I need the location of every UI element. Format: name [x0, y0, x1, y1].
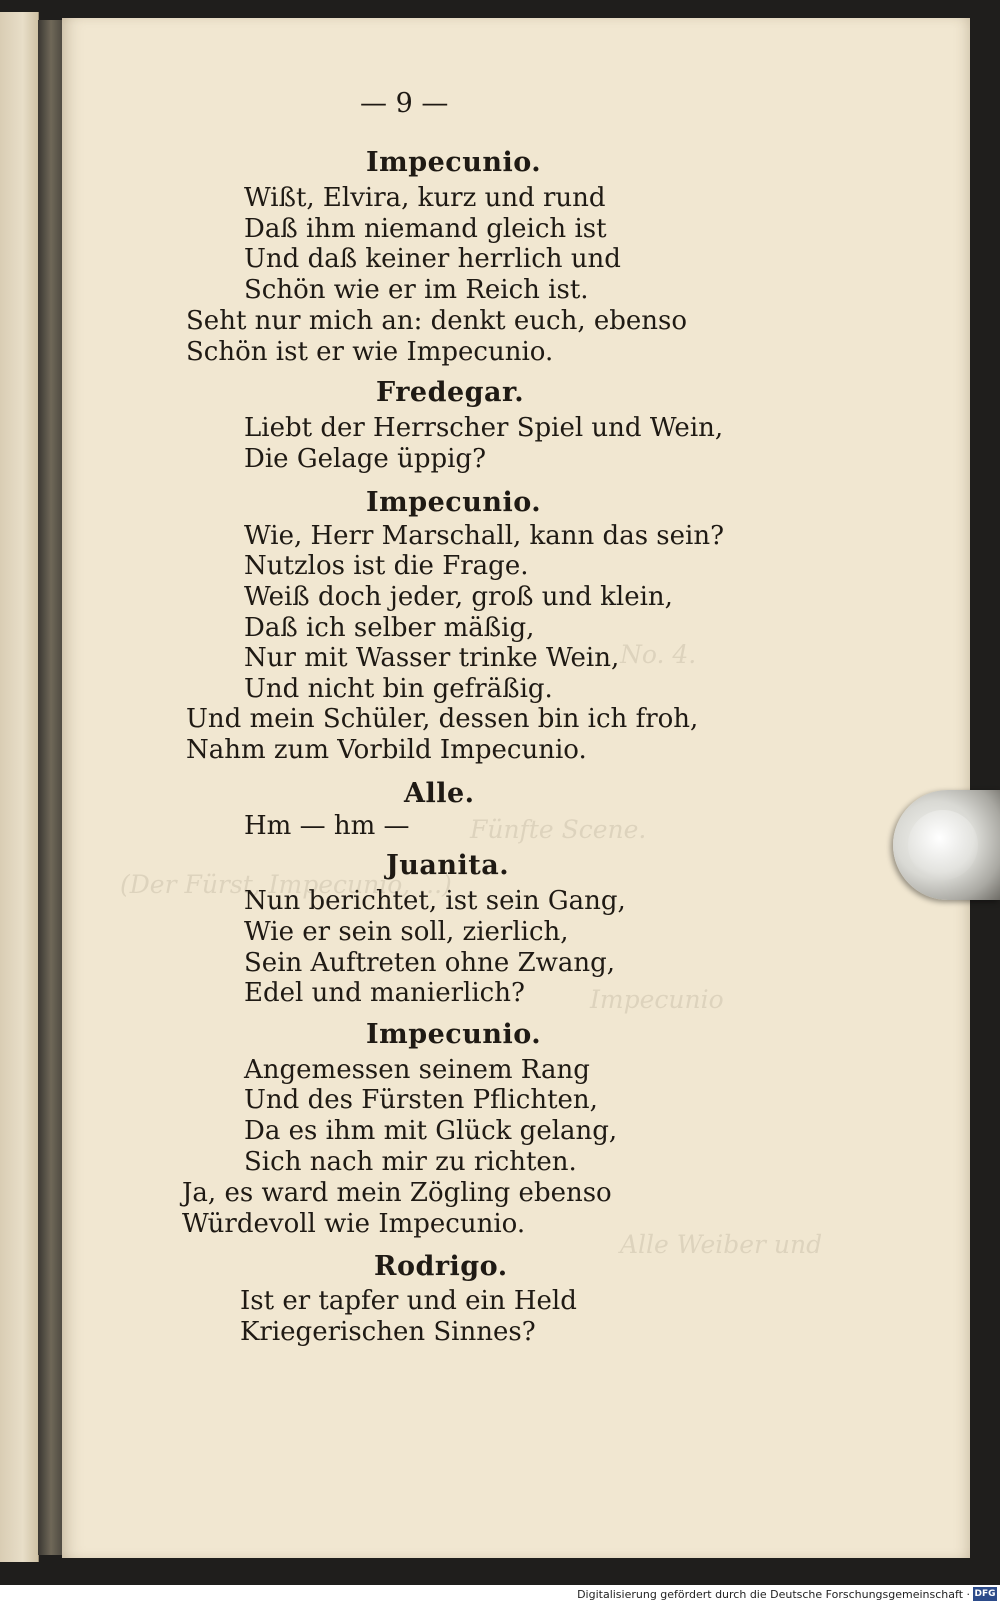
verse-line: Und des Fürsten Pflichten,: [244, 1085, 598, 1115]
verse-line: Wißt, Elvira, kurz und rund: [244, 183, 606, 213]
speaker-name: Fredegar.: [376, 377, 525, 408]
page-clip-highlight: [908, 810, 978, 880]
verse-line: Wie, Herr Marschall, kann das sein?: [244, 521, 725, 551]
page-number: — 9 —: [360, 88, 449, 119]
verse-line: Liebt der Herrscher Spiel und Wein,: [244, 413, 724, 443]
verse-line: Nutzlos ist die Frage.: [244, 551, 529, 581]
verse-line: Und daß keiner herrlich und: [244, 244, 621, 274]
verse-line: Daß ihm niemand gleich ist: [244, 214, 607, 244]
verse-line: Nun berichtet, ist sein Gang,: [244, 886, 626, 916]
verse-line: Wie er sein soll, zierlich,: [244, 917, 569, 947]
verse-line: Würdevoll wie Impecunio.: [182, 1209, 526, 1239]
verse-line: Ist er tapfer und ein Held: [240, 1286, 577, 1316]
verse-line: Sein Auftreten ohne Zwang,: [244, 948, 616, 978]
verse-line: Da es ihm mit Glück gelang,: [244, 1116, 618, 1146]
speaker-name: Alle.: [404, 778, 475, 809]
verse-line: Nur mit Wasser trinke Wein,: [244, 643, 620, 673]
speaker-name: Rodrigo.: [374, 1251, 508, 1282]
verse-line: Daß ich selber mäßig,: [244, 613, 535, 643]
verse-line: Sich nach mir zu richten.: [244, 1147, 577, 1177]
verse-line: Edel und manierlich?: [244, 978, 525, 1008]
verse-line: Nahm zum Vorbild Impecunio.: [186, 735, 587, 765]
speaker-name: Juanita.: [386, 850, 510, 881]
verse-line: Schön wie er im Reich ist.: [244, 275, 589, 305]
book-spine-shadow: [38, 20, 64, 1555]
verse-line: Und nicht bin gefräßig.: [244, 674, 553, 704]
dfg-logo: DFG: [974, 1589, 996, 1599]
verse-line: Hm — hm —: [244, 811, 410, 841]
verse-line: Kriegerischen Sinnes?: [240, 1317, 536, 1347]
speaker-name: Impecunio.: [366, 147, 542, 178]
verse-line: Ja, es ward mein Zögling ebenso: [182, 1178, 612, 1208]
verse-line: Und mein Schüler, dessen bin ich froh,: [186, 704, 699, 734]
left-page-edge: [0, 12, 39, 1562]
verse-line: Die Gelage üppig?: [244, 444, 487, 474]
speaker-name: Impecunio.: [366, 1019, 542, 1050]
speaker-name: Impecunio.: [366, 487, 542, 518]
footer-credit: Digitalisierung gefördert durch die Deutsche Forschungsgemeinschaft ·: [577, 1588, 970, 1601]
verse-line: Angemessen seinem Rang: [244, 1055, 590, 1085]
verse-line: Schön ist er wie Impecunio.: [186, 337, 554, 367]
verse-line: Seht nur mich an: denkt euch, ebenso: [186, 306, 688, 336]
verse-line: Weiß doch jeder, groß und klein,: [244, 582, 673, 612]
